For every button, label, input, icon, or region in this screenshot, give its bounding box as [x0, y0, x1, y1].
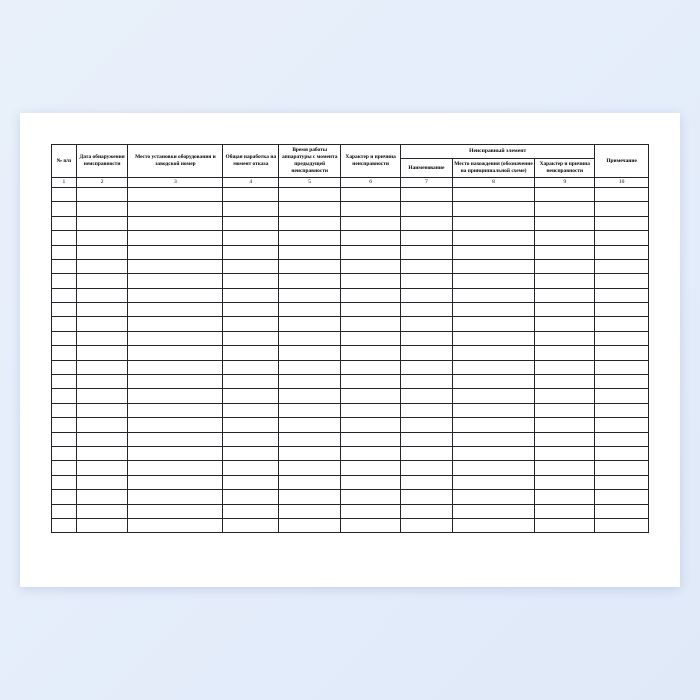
table-cell[interactable]: [401, 461, 453, 475]
table-cell[interactable]: [535, 403, 595, 417]
table-cell[interactable]: [341, 447, 401, 461]
table-row[interactable]: [52, 231, 649, 245]
table-row[interactable]: [52, 274, 649, 288]
column-number-3: 3: [128, 177, 223, 187]
document-page: [20, 113, 680, 587]
table-cell[interactable]: [535, 389, 595, 403]
table-cell[interactable]: [128, 403, 223, 417]
table-cell[interactable]: [223, 461, 279, 475]
header-cell-6: Характер и причина неисправности: [341, 145, 401, 178]
table-cell[interactable]: [341, 274, 401, 288]
table-cell[interactable]: [452, 389, 535, 403]
table-cell[interactable]: [76, 389, 128, 403]
column-number-1: 1: [52, 177, 77, 187]
table-cell[interactable]: [401, 360, 453, 374]
table-cell[interactable]: [341, 231, 401, 245]
table-cell[interactable]: [401, 288, 453, 302]
table-cell[interactable]: [341, 288, 401, 302]
table-cell[interactable]: [52, 475, 77, 489]
table-cell[interactable]: [279, 187, 341, 201]
table-cell[interactable]: [128, 259, 223, 273]
table-cell[interactable]: [452, 187, 535, 201]
table-cell[interactable]: [223, 504, 279, 518]
table-cell[interactable]: [128, 288, 223, 302]
table-cell[interactable]: [401, 375, 453, 389]
table-cell[interactable]: [401, 303, 453, 317]
table-cell[interactable]: [595, 490, 649, 504]
table-cell[interactable]: [76, 187, 128, 201]
table-cell[interactable]: [128, 432, 223, 446]
header-cell-9: Характер и причина неисправности: [535, 159, 595, 178]
table-cell[interactable]: [128, 303, 223, 317]
table-row[interactable]: [52, 432, 649, 446]
table-cell[interactable]: [223, 432, 279, 446]
table-row[interactable]: [52, 259, 649, 273]
table-cell[interactable]: [535, 360, 595, 374]
table-cell[interactable]: [341, 504, 401, 518]
table-cell[interactable]: [595, 346, 649, 360]
table-row[interactable]: [52, 504, 649, 518]
table-cell[interactable]: [128, 504, 223, 518]
table-cell[interactable]: [595, 331, 649, 345]
header-cell-8: Место нахождения (обозначение на принципиальной схеме): [452, 159, 535, 178]
table-row[interactable]: [52, 216, 649, 230]
table-cell[interactable]: [128, 245, 223, 259]
table-cell[interactable]: [595, 403, 649, 417]
table-cell[interactable]: [279, 375, 341, 389]
table-cell[interactable]: [452, 231, 535, 245]
table-cell[interactable]: [341, 403, 401, 417]
table-cell[interactable]: [52, 231, 77, 245]
table-cell[interactable]: [223, 360, 279, 374]
table-cell[interactable]: [223, 303, 279, 317]
table-row[interactable]: [52, 375, 649, 389]
table-cell[interactable]: [128, 202, 223, 216]
table-cell[interactable]: [401, 202, 453, 216]
table-cell[interactable]: [401, 518, 453, 532]
table-cell[interactable]: [595, 231, 649, 245]
table-cell[interactable]: [341, 202, 401, 216]
table-cell[interactable]: [279, 360, 341, 374]
table-cell[interactable]: [341, 331, 401, 345]
table-cell[interactable]: [452, 375, 535, 389]
table-cell[interactable]: [535, 447, 595, 461]
table-row[interactable]: [52, 317, 649, 331]
header-cell-5: Время работы аппаратуры с момента предыдущей неисправности: [279, 145, 341, 178]
table-cell[interactable]: [223, 231, 279, 245]
table-cell[interactable]: [535, 432, 595, 446]
header-cell-10: Примечание: [595, 145, 649, 178]
table-cell[interactable]: [452, 331, 535, 345]
table-row[interactable]: [52, 303, 649, 317]
table-cell[interactable]: [535, 346, 595, 360]
table-cell[interactable]: [76, 461, 128, 475]
table-cell[interactable]: [452, 461, 535, 475]
table-cell[interactable]: [341, 432, 401, 446]
table-cell[interactable]: [279, 447, 341, 461]
table-cell[interactable]: [52, 447, 77, 461]
table-cell[interactable]: [341, 475, 401, 489]
table-cell[interactable]: [76, 231, 128, 245]
table-cell[interactable]: [535, 288, 595, 302]
table-cell[interactable]: [452, 274, 535, 288]
header-group-faulty-element: Неисправный элемент: [401, 145, 595, 159]
table-cell[interactable]: [76, 346, 128, 360]
table-cell[interactable]: [341, 317, 401, 331]
table-cell[interactable]: [223, 216, 279, 230]
table-cell[interactable]: [595, 461, 649, 475]
table-cell[interactable]: [128, 216, 223, 230]
table-cell[interactable]: [535, 475, 595, 489]
table-cell[interactable]: [452, 490, 535, 504]
column-number-9: 9: [535, 177, 595, 187]
table-cell[interactable]: [279, 389, 341, 403]
table-cell[interactable]: [52, 274, 77, 288]
table-cell[interactable]: [595, 288, 649, 302]
table-row[interactable]: [52, 331, 649, 345]
table-cell[interactable]: [401, 418, 453, 432]
table-cell[interactable]: [595, 317, 649, 331]
table-cell[interactable]: [595, 245, 649, 259]
table-cell[interactable]: [223, 403, 279, 417]
column-number-4: 4: [223, 177, 279, 187]
table-cell[interactable]: [223, 202, 279, 216]
table-cell[interactable]: [595, 274, 649, 288]
table-cell[interactable]: [595, 303, 649, 317]
table-cell[interactable]: [535, 504, 595, 518]
table-cell[interactable]: [341, 389, 401, 403]
table-cell[interactable]: [452, 360, 535, 374]
table-cell[interactable]: [279, 475, 341, 489]
table-cell[interactable]: [401, 317, 453, 331]
column-number-row: [52, 177, 649, 187]
table-cell[interactable]: [595, 259, 649, 273]
table-cell[interactable]: [279, 259, 341, 273]
table-cell[interactable]: [595, 389, 649, 403]
table-cell[interactable]: [128, 187, 223, 201]
table-cell[interactable]: [52, 360, 77, 374]
table-cell[interactable]: [401, 331, 453, 345]
table-cell[interactable]: [341, 303, 401, 317]
table-cell[interactable]: [452, 518, 535, 532]
table-cell[interactable]: [595, 202, 649, 216]
table-cell[interactable]: [341, 490, 401, 504]
table-cell[interactable]: [223, 475, 279, 489]
table-cell[interactable]: [223, 389, 279, 403]
table-cell[interactable]: [341, 245, 401, 259]
table-row[interactable]: [52, 518, 649, 532]
column-number-6: 6: [341, 177, 401, 187]
table-cell[interactable]: [535, 245, 595, 259]
table-row[interactable]: [52, 346, 649, 360]
table-cell[interactable]: [401, 216, 453, 230]
table-cell[interactable]: [76, 259, 128, 273]
table-cell[interactable]: [52, 418, 77, 432]
table-cell[interactable]: [452, 432, 535, 446]
table-cell[interactable]: [279, 461, 341, 475]
table-cell[interactable]: [452, 288, 535, 302]
table-cell[interactable]: [52, 490, 77, 504]
table-cell[interactable]: [76, 303, 128, 317]
column-number-2: 2: [76, 177, 128, 187]
table-cell[interactable]: [223, 288, 279, 302]
table-cell[interactable]: [76, 245, 128, 259]
table-cell[interactable]: [52, 245, 77, 259]
table-cell[interactable]: [452, 403, 535, 417]
table-cell[interactable]: [279, 245, 341, 259]
table-row[interactable]: [52, 403, 649, 417]
table-row[interactable]: [52, 245, 649, 259]
table-cell[interactable]: [535, 331, 595, 345]
table-cell[interactable]: [128, 317, 223, 331]
table-cell[interactable]: [452, 475, 535, 489]
table-cell[interactable]: [223, 375, 279, 389]
table-row[interactable]: [52, 475, 649, 489]
table-cell[interactable]: [535, 202, 595, 216]
table-row[interactable]: [52, 389, 649, 403]
table-cell[interactable]: [76, 202, 128, 216]
table-cell[interactable]: [401, 259, 453, 273]
table-cell[interactable]: [52, 504, 77, 518]
table-cell[interactable]: [535, 317, 595, 331]
table-cell[interactable]: [535, 216, 595, 230]
table-cell[interactable]: [279, 288, 341, 302]
table-cell[interactable]: [76, 518, 128, 532]
table-cell[interactable]: [52, 216, 77, 230]
table-body: [52, 177, 649, 532]
header-cell-1: № п/п: [52, 145, 77, 178]
table-cell[interactable]: [279, 303, 341, 317]
table-cell[interactable]: [76, 432, 128, 446]
table-cell[interactable]: [401, 403, 453, 417]
table-cell[interactable]: [401, 432, 453, 446]
table-cell[interactable]: [452, 202, 535, 216]
table-row[interactable]: [52, 187, 649, 201]
table-cell[interactable]: [76, 360, 128, 374]
table-cell[interactable]: [128, 490, 223, 504]
table-cell[interactable]: [535, 418, 595, 432]
table-cell[interactable]: [535, 231, 595, 245]
table-cell[interactable]: [401, 346, 453, 360]
table-cell[interactable]: [128, 231, 223, 245]
table-cell[interactable]: [401, 490, 453, 504]
table-cell[interactable]: [401, 231, 453, 245]
table-cell[interactable]: [76, 274, 128, 288]
column-number-10: 10: [595, 177, 649, 187]
table-cell[interactable]: [341, 461, 401, 475]
table-cell[interactable]: [223, 447, 279, 461]
table-cell[interactable]: [279, 216, 341, 230]
table-row[interactable]: [52, 447, 649, 461]
table-cell[interactable]: [223, 490, 279, 504]
table-cell[interactable]: [52, 317, 77, 331]
table-cell[interactable]: [223, 274, 279, 288]
table-cell[interactable]: [76, 490, 128, 504]
table-cell[interactable]: [279, 432, 341, 446]
table-cell[interactable]: [76, 331, 128, 345]
table-cell[interactable]: [341, 518, 401, 532]
column-number-5: 5: [279, 177, 341, 187]
table-cell[interactable]: [595, 504, 649, 518]
table-cell[interactable]: [452, 346, 535, 360]
table-cell[interactable]: [128, 475, 223, 489]
table-cell[interactable]: [452, 504, 535, 518]
table-cell[interactable]: [401, 245, 453, 259]
table-cell[interactable]: [535, 461, 595, 475]
column-number-7: 7: [401, 177, 453, 187]
table-cell[interactable]: [341, 375, 401, 389]
table-cell[interactable]: [223, 418, 279, 432]
table-cell[interactable]: [223, 346, 279, 360]
table-cell[interactable]: [52, 461, 77, 475]
table-cell[interactable]: [595, 216, 649, 230]
table-cell[interactable]: [341, 360, 401, 374]
table-cell[interactable]: [595, 432, 649, 446]
table-cell[interactable]: [52, 403, 77, 417]
table-head: [52, 145, 649, 178]
table-cell[interactable]: [128, 518, 223, 532]
table-row[interactable]: [52, 418, 649, 432]
header-cell-2: Дата обнаружения неисправности: [76, 145, 128, 178]
table-cell[interactable]: [279, 202, 341, 216]
table-row[interactable]: [52, 360, 649, 374]
table-cell[interactable]: [52, 259, 77, 273]
table-cell[interactable]: [128, 461, 223, 475]
table-cell[interactable]: [595, 475, 649, 489]
table-cell[interactable]: [76, 216, 128, 230]
table-cell[interactable]: [76, 504, 128, 518]
table-cell[interactable]: [52, 303, 77, 317]
table-cell[interactable]: [52, 202, 77, 216]
journal-table-container: [51, 144, 649, 533]
table-cell[interactable]: [279, 418, 341, 432]
table-cell[interactable]: [279, 317, 341, 331]
table-cell[interactable]: [401, 389, 453, 403]
table-cell[interactable]: [535, 274, 595, 288]
table-cell[interactable]: [52, 288, 77, 302]
table-cell[interactable]: [76, 288, 128, 302]
table-cell[interactable]: [279, 518, 341, 532]
header-row-main: [52, 145, 649, 159]
table-cell[interactable]: [401, 447, 453, 461]
table-cell[interactable]: [52, 346, 77, 360]
table-cell[interactable]: [452, 216, 535, 230]
table-cell[interactable]: [341, 418, 401, 432]
table-cell[interactable]: [223, 245, 279, 259]
table-cell[interactable]: [128, 274, 223, 288]
table-cell[interactable]: [128, 346, 223, 360]
table-cell[interactable]: [223, 518, 279, 532]
table-cell[interactable]: [52, 331, 77, 345]
table-cell[interactable]: [52, 518, 77, 532]
table-cell[interactable]: [401, 187, 453, 201]
header-cell-3: Место установки оборудования и заводской номер: [128, 145, 223, 178]
table-cell[interactable]: [535, 303, 595, 317]
table-cell[interactable]: [279, 490, 341, 504]
table-cell[interactable]: [452, 245, 535, 259]
table-cell[interactable]: [452, 447, 535, 461]
table-cell[interactable]: [535, 187, 595, 201]
table-cell[interactable]: [401, 475, 453, 489]
table-cell[interactable]: [401, 274, 453, 288]
table-cell[interactable]: [223, 187, 279, 201]
table-cell[interactable]: [401, 504, 453, 518]
journal-table: [51, 144, 649, 533]
table-cell[interactable]: [452, 418, 535, 432]
table-cell[interactable]: [279, 504, 341, 518]
table-row[interactable]: [52, 490, 649, 504]
table-cell[interactable]: [279, 346, 341, 360]
table-cell[interactable]: [128, 447, 223, 461]
table-cell[interactable]: [52, 375, 77, 389]
table-cell[interactable]: [223, 331, 279, 345]
table-cell[interactable]: [279, 231, 341, 245]
table-cell[interactable]: [535, 259, 595, 273]
table-cell[interactable]: [76, 375, 128, 389]
table-cell[interactable]: [595, 447, 649, 461]
table-cell[interactable]: [52, 187, 77, 201]
table-cell[interactable]: [128, 389, 223, 403]
table-cell[interactable]: [279, 331, 341, 345]
column-number-8: 8: [452, 177, 535, 187]
table-cell[interactable]: [341, 259, 401, 273]
table-cell[interactable]: [341, 216, 401, 230]
header-cell-4: Общая наработка на момент отказа: [223, 145, 279, 178]
table-cell[interactable]: [279, 274, 341, 288]
table-cell[interactable]: [128, 331, 223, 345]
table-row[interactable]: [52, 461, 649, 475]
table-cell[interactable]: [223, 317, 279, 331]
table-cell[interactable]: [76, 403, 128, 417]
table-cell[interactable]: [76, 447, 128, 461]
header-cell-7: Наименование: [401, 159, 453, 178]
table-cell[interactable]: [223, 259, 279, 273]
table-cell[interactable]: [128, 418, 223, 432]
table-cell[interactable]: [76, 475, 128, 489]
table-cell[interactable]: [535, 490, 595, 504]
table-cell[interactable]: [452, 259, 535, 273]
table-cell[interactable]: [595, 375, 649, 389]
table-cell[interactable]: [128, 360, 223, 374]
table-cell[interactable]: [535, 375, 595, 389]
table-cell[interactable]: [128, 375, 223, 389]
table-cell[interactable]: [535, 518, 595, 532]
table-cell[interactable]: [595, 187, 649, 201]
table-cell[interactable]: [452, 303, 535, 317]
table-cell[interactable]: [341, 346, 401, 360]
table-cell[interactable]: [595, 518, 649, 532]
table-row[interactable]: [52, 288, 649, 302]
table-cell[interactable]: [595, 360, 649, 374]
table-cell[interactable]: [76, 418, 128, 432]
table-cell[interactable]: [341, 187, 401, 201]
table-row[interactable]: [52, 202, 649, 216]
table-cell[interactable]: [52, 389, 77, 403]
table-cell[interactable]: [279, 403, 341, 417]
table-cell[interactable]: [52, 432, 77, 446]
table-cell[interactable]: [595, 418, 649, 432]
table-cell[interactable]: [452, 317, 535, 331]
table-cell[interactable]: [76, 317, 128, 331]
